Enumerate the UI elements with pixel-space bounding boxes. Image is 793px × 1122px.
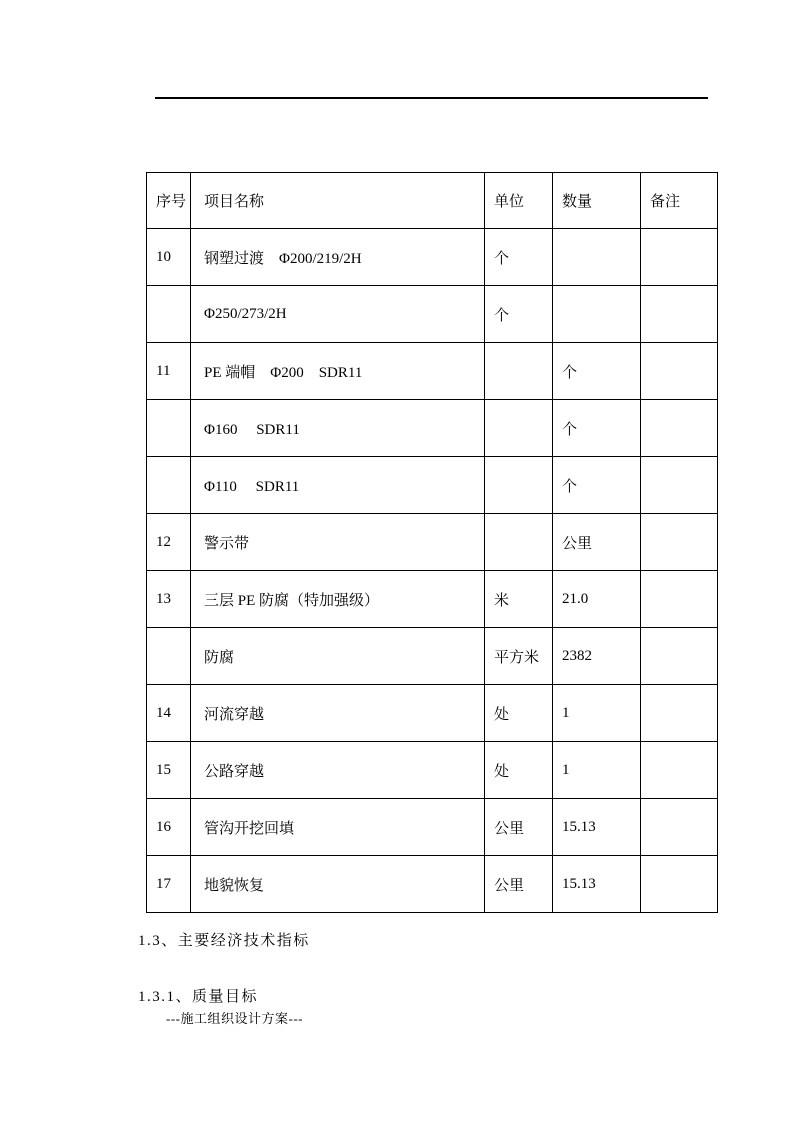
cell-item: 钢塑过渡 Φ200/219/2H xyxy=(191,229,485,286)
quantities-table xyxy=(146,172,718,913)
cell-unit: 处 xyxy=(485,742,553,799)
cell-remarks xyxy=(641,799,718,856)
cell-index xyxy=(147,400,191,457)
table-row xyxy=(147,799,718,856)
table-row xyxy=(147,685,718,742)
section-heading: 1.3、主要经济技术指标 xyxy=(138,933,310,949)
cell-unit xyxy=(485,343,553,400)
cell-remarks xyxy=(641,457,718,514)
cell-remarks xyxy=(641,229,718,286)
cell-index: 15 xyxy=(147,742,191,799)
cell-unit: 米 xyxy=(485,571,553,628)
cell-quantity: 公里 xyxy=(553,514,641,571)
cell-remarks xyxy=(641,400,718,457)
cell-item: Φ110 SDR11 xyxy=(191,457,485,514)
cell-item: PE 端帽 Φ200 SDR11 xyxy=(191,343,485,400)
cell-item: 河流穿越 xyxy=(191,685,485,742)
cell-index xyxy=(147,457,191,514)
table-row xyxy=(147,229,718,286)
cell-index: 14 xyxy=(147,685,191,742)
cell-quantity: 21.0 xyxy=(553,571,641,628)
cell-remarks xyxy=(641,628,718,685)
cell-remarks xyxy=(641,514,718,571)
cell-item: 公路穿越 xyxy=(191,742,485,799)
cell-quantity: 1 xyxy=(553,685,641,742)
table-row xyxy=(147,571,718,628)
table-row xyxy=(147,286,718,343)
column-header-unit: 单位 xyxy=(485,173,553,229)
cell-unit: 个 xyxy=(485,229,553,286)
column-header-item: 项目名称 xyxy=(191,173,485,229)
cell-remarks xyxy=(641,343,718,400)
cell-item: 三层 PE 防腐（特加强级） xyxy=(191,571,485,628)
cell-item: Φ160 SDR11 xyxy=(191,400,485,457)
cell-quantity: 1 xyxy=(553,742,641,799)
cell-quantity: 个 xyxy=(553,343,641,400)
cell-index: 10 xyxy=(147,229,191,286)
cell-unit: 公里 xyxy=(485,856,553,913)
cell-unit: 平方米 xyxy=(485,628,553,685)
table-row xyxy=(147,343,718,400)
cell-remarks xyxy=(641,742,718,799)
cell-quantity: 2382 xyxy=(553,628,641,685)
table-row xyxy=(147,514,718,571)
cell-quantity xyxy=(553,286,641,343)
column-header-quantity: 数量 xyxy=(553,173,641,229)
cell-remarks xyxy=(641,856,718,913)
cell-quantity: 15.13 xyxy=(553,799,641,856)
cell-unit xyxy=(485,400,553,457)
cell-index xyxy=(147,286,191,343)
cell-item: 管沟开挖回填 xyxy=(191,799,485,856)
cell-quantity: 个 xyxy=(553,457,641,514)
cell-item: 地貌恢复 xyxy=(191,856,485,913)
cell-index: 12 xyxy=(147,514,191,571)
doc-footer-label: ---施工组织设计方案--- xyxy=(166,1011,303,1026)
cell-item: Φ250/273/2H xyxy=(191,286,485,343)
cell-unit: 公里 xyxy=(485,799,553,856)
cell-unit xyxy=(485,514,553,571)
column-header-remarks: 备注 xyxy=(641,173,718,229)
cell-index: 17 xyxy=(147,856,191,913)
cell-remarks xyxy=(641,571,718,628)
cell-unit: 处 xyxy=(485,685,553,742)
cell-index: 16 xyxy=(147,799,191,856)
table-row xyxy=(147,856,718,913)
subsection-heading: 1.3.1、质量目标 xyxy=(138,989,259,1005)
cell-quantity: 15.13 xyxy=(553,856,641,913)
table-row xyxy=(147,457,718,514)
table-row xyxy=(147,628,718,685)
cell-item: 防腐 xyxy=(191,628,485,685)
cell-remarks xyxy=(641,685,718,742)
cell-index: 11 xyxy=(147,343,191,400)
cell-item: 警示带 xyxy=(191,514,485,571)
cell-unit xyxy=(485,457,553,514)
column-header-index: 序号 xyxy=(147,173,191,229)
table-row xyxy=(147,400,718,457)
table-row xyxy=(147,742,718,799)
cell-remarks xyxy=(641,286,718,343)
cell-unit: 个 xyxy=(485,286,553,343)
cell-index xyxy=(147,628,191,685)
page-header-rule xyxy=(155,97,708,99)
cell-index: 13 xyxy=(147,571,191,628)
cell-quantity xyxy=(553,229,641,286)
cell-quantity: 个 xyxy=(553,400,641,457)
table-header-row xyxy=(147,173,718,229)
